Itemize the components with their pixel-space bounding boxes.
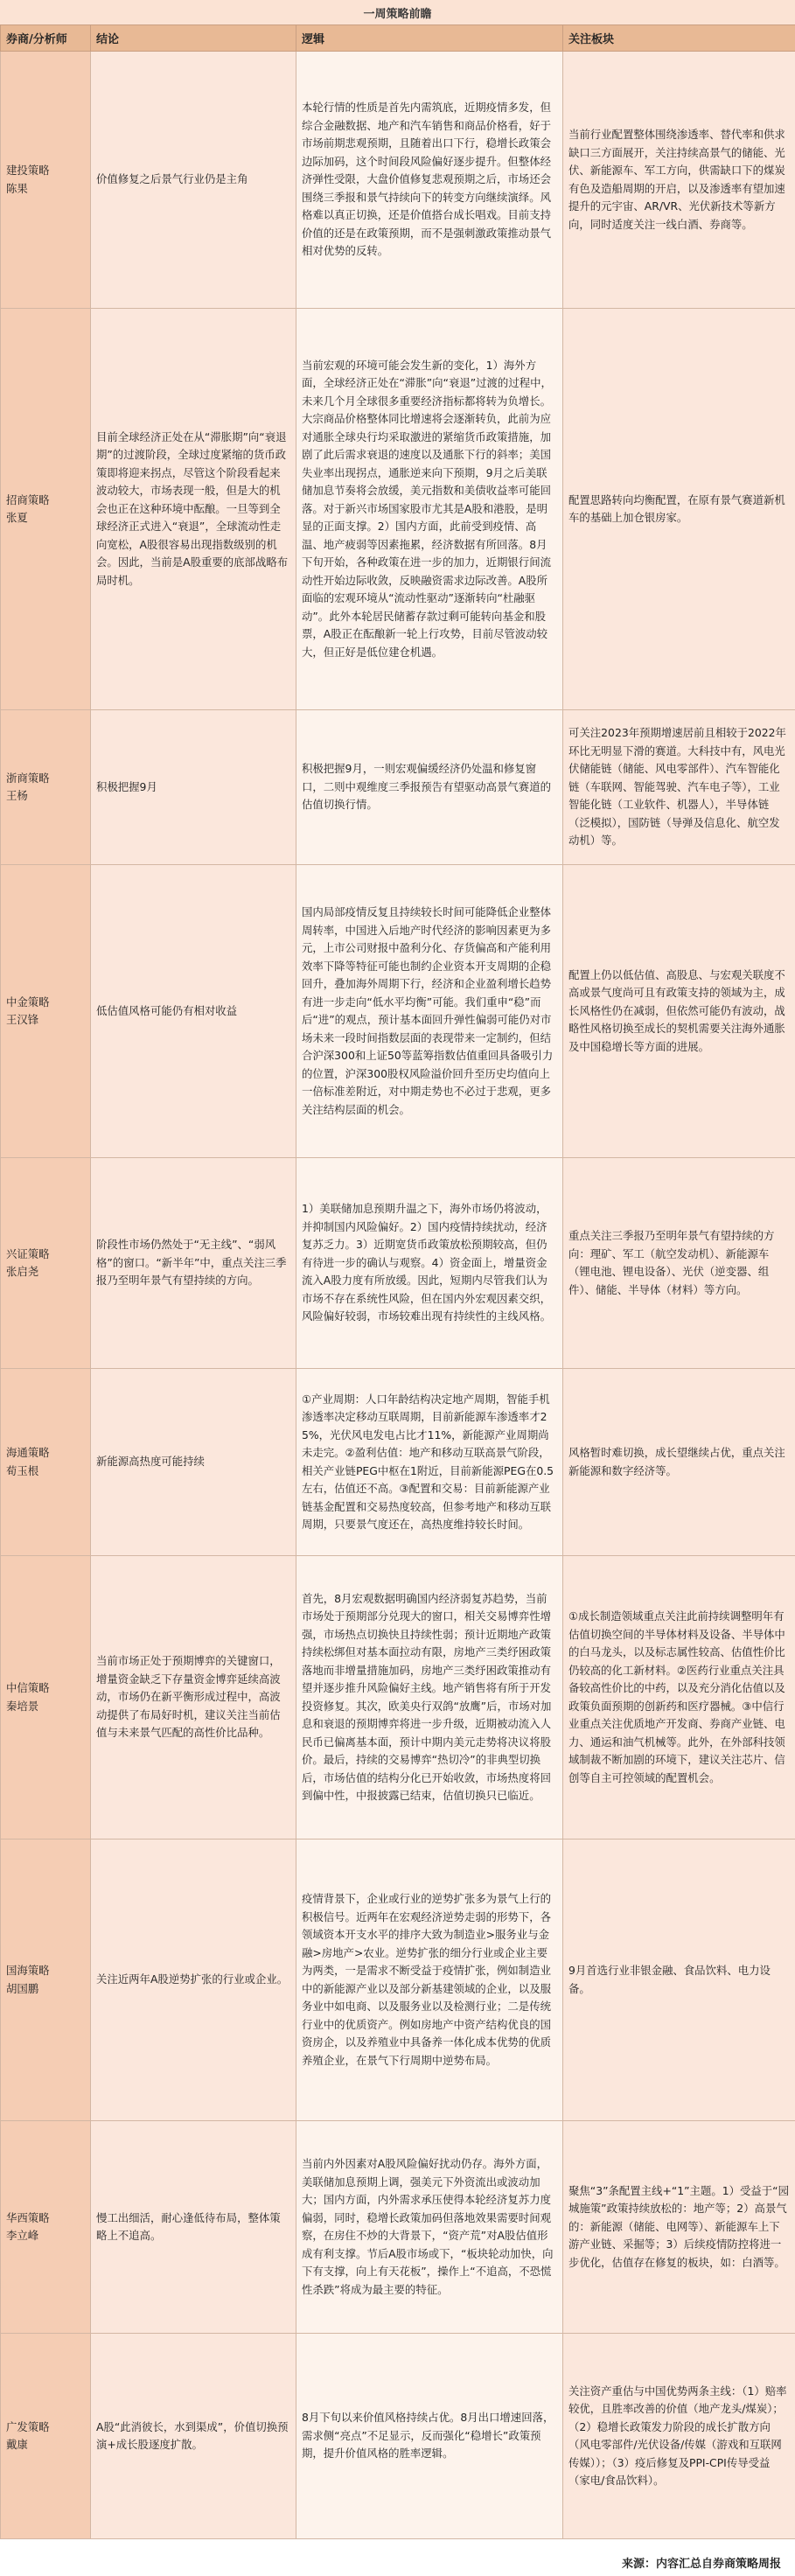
- sectors-cell: 风格暂时难切换，成长望继续占优，重点关注新能源和数字经济等。: [563, 1369, 795, 1556]
- broker-name: 国海策略: [6, 1964, 50, 1977]
- header-broker: 券商/分析师: [1, 25, 91, 52]
- table-row: [1, 865, 795, 1158]
- broker-cell: [1, 2334, 91, 2539]
- page-title: 一周策略前瞻: [0, 0, 795, 25]
- table-row: [1, 309, 795, 710]
- sectors-cell: ①成长制造领域重点关注此前持续调整明年有估值切换空间的半导体材料及设备、半导体中的白马龙头，以及标志属性较高、估值性价比仍较高的化工新材料。②医药行业重点关注具备较高性价比的中药，以及充分消化估值以及政策负面预期的创新药和医疗器械。③中信行业重点关注优质地产开发商、券商产业链、电力、通运和油气机械等。此外，在外部科技领域制裁不断加剧的环境下，建议关注芯片、信创等自主可控领域的配置机会。: [563, 1556, 795, 1840]
- broker-name: 浙商策略: [6, 771, 50, 785]
- sectors-cell: 配置思路转向均衡配置，在原有景气赛道新机车的基础上加仓银房家。: [563, 309, 795, 710]
- logic-cell: 本轮行情的性质是首先内需筑底，近期疫情多发，但综合金融数据、地产和汽车销售和商品价格看，好于市场前期悲观预期，且随着出口下行，稳增长政策会边际加码，这个时间段风险偏好逐步提升。但整体经济弹性受限，大盘价值修复悲观预期之后，市场还会围绕三季报和景气持续向下的转变方向继续演绎。风格难以真正切换，还是价值搭台成长唱戏。目前支持价值的还是在政策预期，而不是强刺激政策推动景气相对优势的反转。: [296, 52, 563, 309]
- table-row: [1, 2334, 795, 2539]
- table-row: [1, 710, 795, 865]
- logic-cell: 当前宏观的环境可能会发生新的变化，1）海外方面，全球经济正处在“滞胀”向“衰退”过渡的过程中，未来几个月全球很多重要经济指标都将转为负增长。大宗商品价格整体同比增速将会逐渐转负，此前为应对通胀全球央行均采取激进的紧缩货币政策措施，加剧了此后需求衰退的速度以及通胀下行的斜率；美国失业率出现拐点，通胀逆来向下预期，9月之后美联储加息节奏将会放缓，美元指数和美债收益率可能回落。对于新兴市场国家股市尤其是A股和港股，是明显的正面支撑。2）国内方面，此前受到疫情、高温、地产疲弱等因素拖累，经济数据有所回落。8月下旬开始，各种政策在进一步的加力，近期银行间流动性开始边际收敛，反映融资需求边际改善。A股所面临的宏观环境从“流动性驱动”逐渐转向“杜融驱动”。此外本轮居民储蓄存款过剩可能转向基金和股票，A股正在酝酿新一轮上行攻势，目前尽管波动较大，但正好是低位建仓机遇。: [296, 309, 563, 710]
- conclusion-cell: 目前全球经济正处在从“滞胀期”向“衰退期”的过渡阶段，全球过度紧缩的货币政策即将迎来拐点，尽管这个阶段看起来波动较大，市场表现一般，但是大的机会也正在这种环境中酝酿。一旦等到全球经济正式进入“衰退”，全球流动性走向宽松，A股很容易出现指数级别的机会。因此，当前是A股重要的底部战略布局时机。: [91, 309, 296, 710]
- conclusion-cell: 阶段性市场仍然处于“无主线”、“弱风格”的窗口。“新半年”中，重点关注三季报乃至明年景气有望持续的方向。: [91, 1158, 296, 1369]
- table-row: [1, 1840, 795, 2121]
- table-row: [1, 2121, 795, 2334]
- broker-name: 华西策略: [6, 2210, 50, 2224]
- sectors-cell: 配置上仍以低估值、高股息、与宏观关联度不高或景气度尚可且有政策支持的领域为主，成长风格性仍在减弱，但依然可能仍有波动，战略性风格切换至成长的契机需要关注海外通胀及中国稳增长等方面的进展。: [563, 865, 795, 1158]
- analyst-name: 王汉锋: [6, 1013, 39, 1026]
- broker-cell: [1, 865, 91, 1158]
- analyst-name: 陈果: [6, 181, 28, 195]
- conclusion-cell: 当前市场正处于预期博弈的关键窗口，增量资金缺乏下存量资金博弈延续高波动，市场仍在新平衡形成过程中，高波动提供了布局好时机，建议关注当前估值与未来景气匹配的高性价比品种。: [91, 1556, 296, 1840]
- logic-cell: 积极把握9月，一则宏观偏缓经济仍处温和修复窗口，二则中观维度三季报预告有望驱动高景气赛道的估值切换行情。: [296, 710, 563, 865]
- header-conclusion: 结论: [91, 25, 296, 52]
- broker-name: 兴证策略: [6, 1246, 50, 1260]
- logic-cell: 1）美联储加息预期升温之下，海外市场仍将波动，并抑制国内风险偏好。2）国内疫情持续扰动，经济复苏乏力。3）近期宽货币政策放松预期较高，但仍有待进一步的确认与观察。4）资金面上，增量资金流入A股力度有所放缓。因此，短期内尽管我们认为市场不存在系统性风险，但在国内外宏观因素交织，风险偏好较弱，市场较难出现有持续性的主线风格。: [296, 1158, 563, 1369]
- analyst-name: 胡国鹏: [6, 1981, 39, 1995]
- logic-cell: 首先，8月宏观数据明确国内经济弱复苏趋势，当前市场处于预期部分兑现大的窗口，相关交易博弈性增强，市场热点切换快且持续性弱；预计近期地产政策持续松绑但对基本面拉动有限，房地产三类纾困政策落地而非增量措施加码，房地产三类纾困政策推动有望并逐步推升风险偏好主线。地产销售将有所于开发投资修复。其次，欧美央行双鸽“放鹰”后，市场对加息和衰退的预期博弈将进一步升级，近期被动流入人民币已偏离基本面，预计中期内美元走势将决议将股价。最后，持续的交易博弈“热切冷”的非典型切换后，市场估值的结构分化已开始收敛，市场热度将回到偏中性，中报披露已结束，估值切换只已临近。: [296, 1556, 563, 1840]
- conclusion-cell: 关注近两年A股逆势扩张的行业或企业。: [91, 1840, 296, 2121]
- broker-cell: [1, 1840, 91, 2121]
- conclusion-cell: 价值修复之后景气行业仍是主角: [91, 52, 296, 309]
- broker-cell: [1, 52, 91, 309]
- broker-cell: [1, 309, 91, 710]
- broker-name: 招商策略: [6, 492, 50, 506]
- logic-cell: 疫情背景下，企业或行业的逆势扩张多为景气上行的积极信号。近两年在宏观经济逆势走弱的形势下，各领域资本开支水平的排序大致为制造业>服务业与金融>房地产>农业。逆势扩张的细分行业或企业主要为两类，一是需求不断受益于疫情扩张，例如制造业中的新能源产业以及部分新基建领域的企业，以及服务业中如电商、以及服务业以及检测行业；二是传统行业中的优质资产。例如房地产中资产结构优良的国资房企，以及养殖业中具备养一体化成本优势的优质养殖企业，在景气下行周期中逆势布局。: [296, 1840, 563, 2121]
- analyst-name: 张夏: [6, 511, 28, 524]
- table-header-row: [1, 25, 795, 52]
- analyst-name: 王杨: [6, 789, 28, 802]
- table-row: [1, 52, 795, 309]
- analyst-name: 荀玉根: [6, 1463, 39, 1477]
- sectors-cell: 关注资产重估与中国优势两条主线：（1）赔率较优，且胜率改善的价值（地产龙头/煤炭）；（2）稳增长政策发力阶段的成长扩散方向（风电零部件/光伏设备/传媒（游戏和互联网传媒））；（3）疫后修复及PPI-CPI传导受益（家电/食品饮料）。: [563, 2334, 795, 2539]
- analyst-name: 戴康: [6, 2438, 28, 2451]
- broker-cell: [1, 1158, 91, 1369]
- header-logic: 逻辑: [296, 25, 563, 52]
- sectors-cell: 9月首选行业非银金融、食品饮料、电力设备。: [563, 1840, 795, 2121]
- broker-name: 海通策略: [6, 1446, 50, 1459]
- logic-cell: 8月下旬以来价值风格持续占优。8月出口增速回落，需求侧“亮点”不足显示，反而强化“稳增长”政策预期，提升价值风格的胜率逻辑。: [296, 2334, 563, 2539]
- broker-name: 广发策略: [6, 2419, 50, 2433]
- broker-cell: [1, 710, 91, 865]
- conclusion-cell: A股“此消彼长，水到渠成”，价值切换预演+成长股逐度扩散。: [91, 2334, 296, 2539]
- sectors-cell: 当前行业配置整体围绕渗透率、替代率和供求缺口三方面展开，关注持续高景气的储能、光伏、新能源车、军工方向，供需缺口下的煤炭有色及造船周期的开启，以及渗透率有望加速提升的元宇宙、AR/VR、光伏新技术等新方向，同时适度关注一线白酒、券商等。: [563, 52, 795, 309]
- table-row: [1, 1369, 795, 1556]
- analyst-name: 李立峰: [6, 2229, 39, 2242]
- broker-cell: [1, 1556, 91, 1840]
- table-row: [1, 1556, 795, 1840]
- analyst-name: 秦培景: [6, 1699, 39, 1713]
- sectors-cell: 可关注2023年预期增速居前且相较于2022年环比无明显下滑的赛道。大科技中有，风电光伏储能链（储能、风电零部件）、汽车智能化链（车联网、智能驾驶、汽车电子等），工业智能化链（工业软件、机器人），半导体链（泛模拟），国防链（导弹及信息化、航空发动机）等。: [563, 710, 795, 865]
- conclusion-cell: 新能源高热度可能持续: [91, 1369, 296, 1556]
- conclusion-cell: 低估值风格可能仍有相对收益: [91, 865, 296, 1158]
- source-note: 来源：内容汇总自券商策略周报: [621, 2558, 781, 2571]
- logic-cell: 当前内外因素对A股风险偏好扰动仍存。海外方面，美联储加息预期上调，强美元下外资流出或波动加大；国内方面，内外需求承压使得本轮经济复苏力度偏弱，同时，稳增长政策加码但落地效果需要时间观察，在房住不炒的大背景下，“资产荒”对A股估值形成有利支撑。节后A股市场或下，“板块轮动加快，向下有支撑，向上有天花板”，操作上“不追高，不恐慌性杀跌”将成为最主要的特征。: [296, 2121, 563, 2334]
- logic-cell: 国内局部疫情反复且持续较长时间可能降低企业整体周转率，中国进入后地产时代经济的影响因素更为多元，上市公司财报中盈利分化、存货偏高和产能利用效率下降等特征可能也制约企业资本开支周期的企稳回升，叠加海外周期下行，经济和企业盈利增长趋势有进一步走向“低水平均衡”可能。我们重申“稳”而后“进”的观点，预计基本面回升弹性偏弱可能仍对市场未来一段时间指数层面的表现带来一定制约，但结合沪深300和上证50等蓝筹指数估值重回具备吸引力的位置，沪深300股权风险溢价回升至历史均值向上一倍标准差附近，对中期走势也不必过于悲观，更多关注结构层面的机会。: [296, 865, 563, 1158]
- sectors-cell: 重点关注三季报乃至明年景气有望持续的方向：理矿、军工（航空发动机）、新能源车（锂电池、锂电设备）、光伏（逆变器、组件）、储能、半导体（材料）等方向。: [563, 1158, 795, 1369]
- logic-cell: ①产业周期：人口年龄结构决定地产周期，智能手机渗透率决定移动互联周期，目前新能源车渗透率才25%，光伏风电发电占比才11%，新能源产业周期尚未走完。②盈利估值：地产和移动互联高景气阶段，相关产业链PEG中枢在1附近，目前新能源PEG在0.5左右，估值还不高。③配置和交易：目前新能源产业链基金配置和交易热度较高，但参考地产和移动互联周期，只要景气度还在，高热度维持较长时间。: [296, 1369, 563, 1556]
- broker-name: 中信策略: [6, 1681, 50, 1694]
- broker-name: 中金策略: [6, 995, 50, 1009]
- analyst-name: 张启尧: [6, 1265, 39, 1278]
- broker-name: 建投策略: [6, 164, 50, 177]
- strategy-table: [0, 24, 795, 2539]
- conclusion-cell: 积极把握9月: [91, 710, 296, 865]
- conclusion-cell: 慢工出细活，耐心逢低待布局，整体策略上不追高。: [91, 2121, 296, 2334]
- table-row: [1, 1158, 795, 1369]
- broker-cell: [1, 1369, 91, 1556]
- sectors-cell: 聚焦“3”条配置主线+“1”主题。1）受益于“园城施策”政策持续放松的：地产等；2）高景气的：新能源（储能、电网等）、新能源车上下游产业链、采掘等；3）后续疫情防控将进一步优化，估值存在修复的板块，如：白酒等。: [563, 2121, 795, 2334]
- header-sectors: 关注板块: [563, 25, 795, 52]
- broker-cell: [1, 2121, 91, 2334]
